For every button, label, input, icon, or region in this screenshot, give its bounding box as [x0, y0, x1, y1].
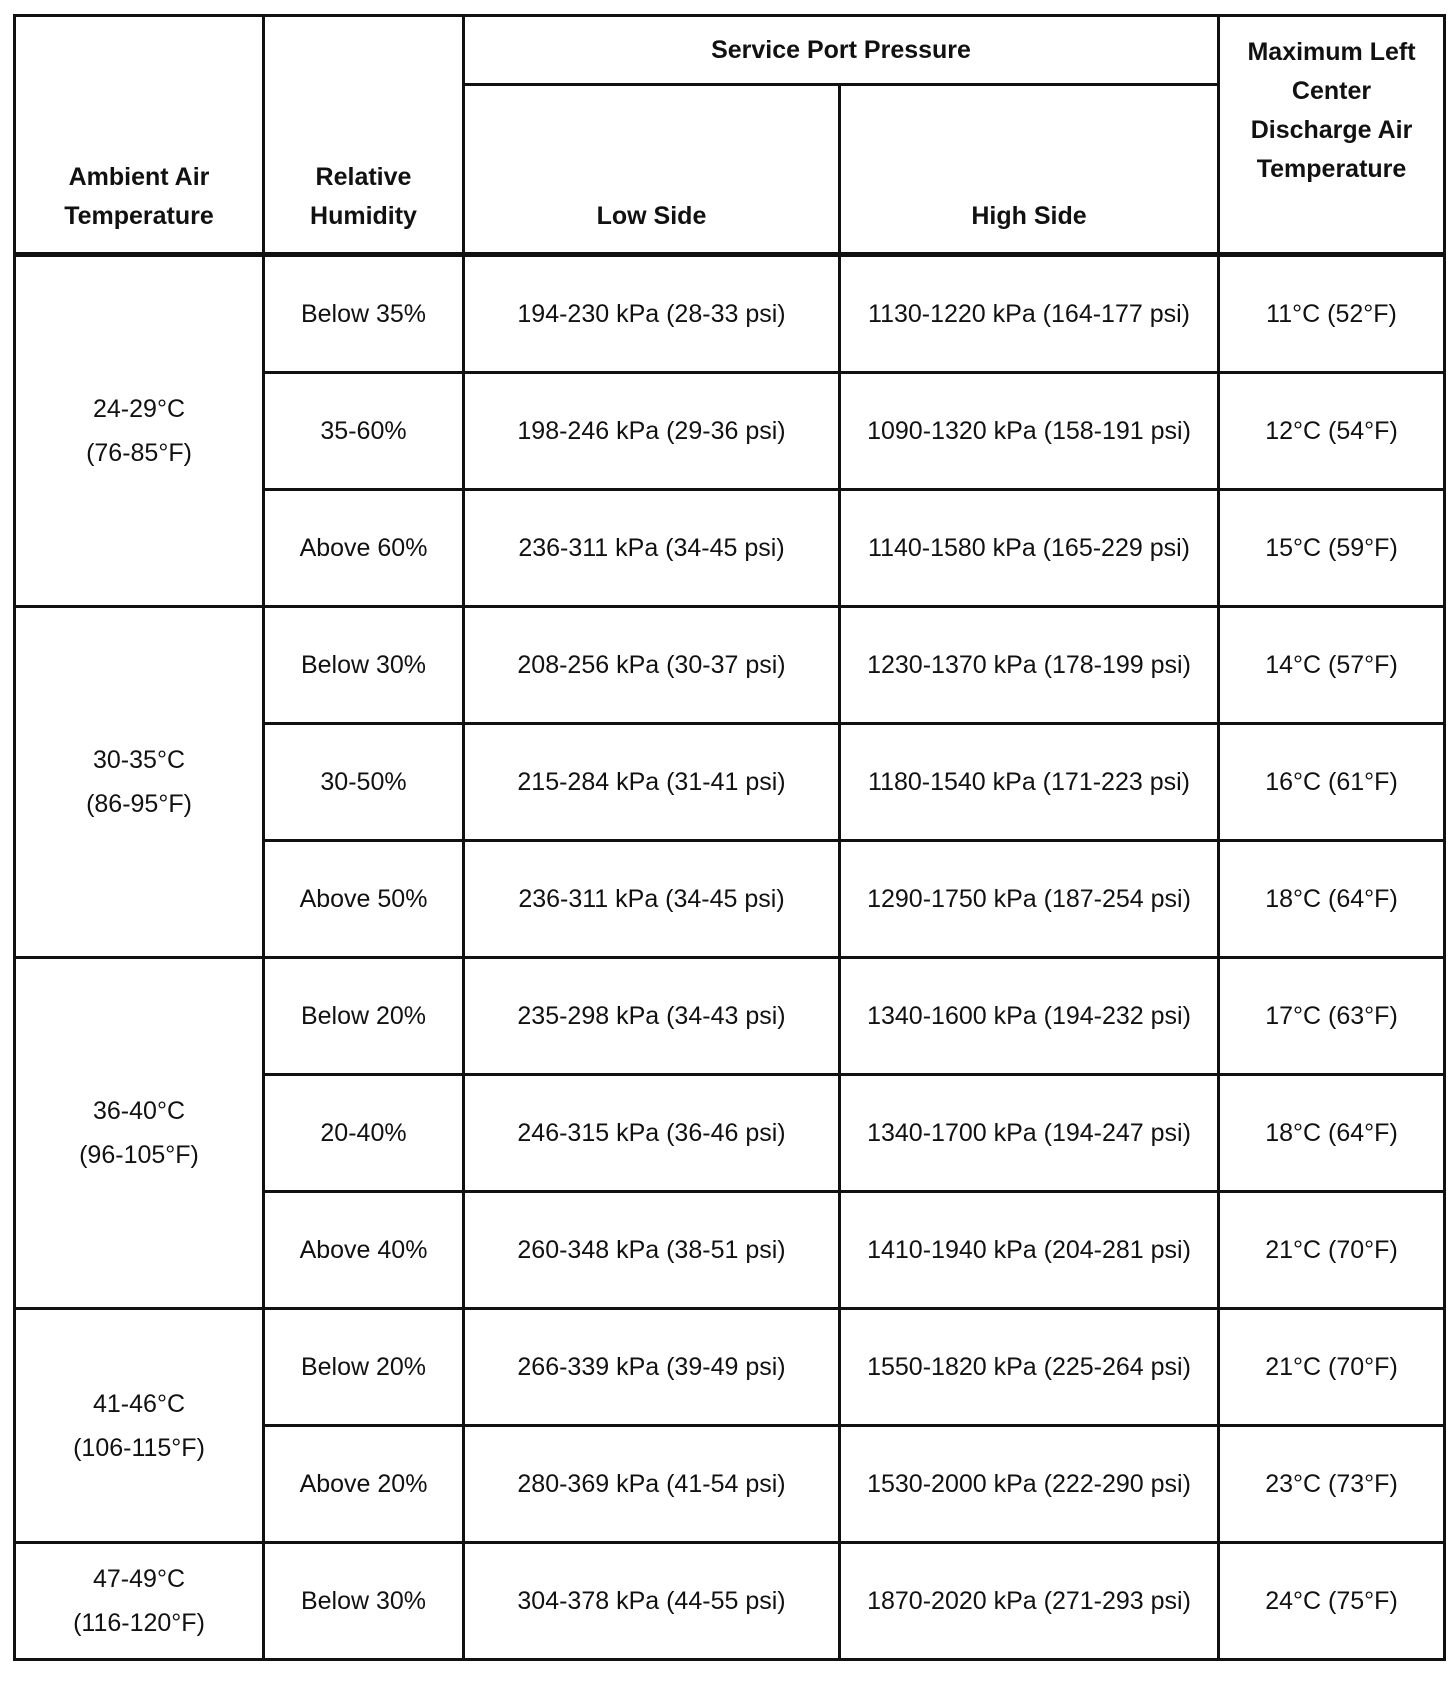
humidity-cell: Below 30% — [264, 607, 464, 724]
ambient-temp-fahrenheit: (116-120°F) — [73, 1609, 205, 1637]
high-side-cell: 1870-2020 kPa (271-293 psi) — [840, 1543, 1219, 1660]
max-discharge-cell: 21°C (70°F) — [1219, 1192, 1445, 1309]
humidity-cell: Below 35% — [264, 255, 464, 373]
low-side-cell: 215-284 kPa (31-41 psi) — [464, 724, 840, 841]
header-service-port-pressure: Service Port Pressure — [464, 16, 1219, 85]
low-side-cell: 198-246 kPa (29-36 psi) — [464, 373, 840, 490]
low-side-cell: 304-378 kPa (44-55 psi) — [464, 1543, 840, 1660]
max-discharge-cell: 14°C (57°F) — [1219, 607, 1445, 724]
high-side-cell: 1550-1820 kPa (225-264 psi) — [840, 1309, 1219, 1426]
low-side-cell: 266-339 kPa (39-49 psi) — [464, 1309, 840, 1426]
high-side-cell: 1530-2000 kPa (222-290 psi) — [840, 1426, 1219, 1543]
header-relative-humidity: Relative Humidity — [264, 16, 464, 255]
humidity-cell: 30-50% — [264, 724, 464, 841]
table-row — [15, 607, 1445, 724]
table-row — [15, 1543, 1445, 1660]
ambient-temp-celsius: 30-35°C — [93, 746, 185, 774]
high-side-cell: 1340-1600 kPa (194-232 psi) — [840, 958, 1219, 1075]
high-side-cell: 1140-1580 kPa (165-229 psi) — [840, 490, 1219, 607]
humidity-cell: Below 20% — [264, 958, 464, 1075]
ambient-temp-cell — [15, 607, 264, 958]
humidity-cell: Above 40% — [264, 1192, 464, 1309]
pressure-temperature-table — [13, 14, 1446, 1661]
humidity-cell: Below 20% — [264, 1309, 464, 1426]
ambient-temp-cell — [15, 255, 264, 607]
low-side-cell: 236-311 kPa (34-45 psi) — [464, 490, 840, 607]
header-high-side: High Side — [840, 85, 1219, 255]
low-side-cell: 246-315 kPa (36-46 psi) — [464, 1075, 840, 1192]
humidity-cell: Below 30% — [264, 1543, 464, 1660]
max-discharge-cell: 23°C (73°F) — [1219, 1426, 1445, 1543]
header-low-side: Low Side — [464, 85, 840, 255]
high-side-cell: 1230-1370 kPa (178-199 psi) — [840, 607, 1219, 724]
humidity-cell: 20-40% — [264, 1075, 464, 1192]
max-discharge-cell: 18°C (64°F) — [1219, 841, 1445, 958]
low-side-cell: 208-256 kPa (30-37 psi) — [464, 607, 840, 724]
high-side-cell: 1090-1320 kPa (158-191 psi) — [840, 373, 1219, 490]
table-row — [15, 958, 1445, 1075]
ambient-temp-celsius: 41-46°C — [93, 1389, 185, 1418]
ambient-temp-cell — [15, 1309, 264, 1543]
low-side-cell: 194-230 kPa (28-33 psi) — [464, 255, 840, 373]
header-max-discharge-air-temperature: Maximum Left Center Discharge Air Temperature — [1219, 16, 1445, 255]
max-discharge-cell: 11°C (52°F) — [1219, 255, 1445, 373]
max-discharge-cell: 15°C (59°F) — [1219, 490, 1445, 607]
high-side-cell: 1290-1750 kPa (187-254 psi) — [840, 841, 1219, 958]
humidity-cell: Above 60% — [264, 490, 464, 607]
max-discharge-cell: 21°C (70°F) — [1219, 1309, 1445, 1426]
ambient-temp-fahrenheit: (76-85°F) — [86, 439, 192, 467]
ambient-temp-fahrenheit: (106-115°F) — [73, 1433, 205, 1462]
ambient-temp-celsius: 36-40°C — [93, 1097, 185, 1125]
max-discharge-cell: 12°C (54°F) — [1219, 373, 1445, 490]
low-side-cell: 236-311 kPa (34-45 psi) — [464, 841, 840, 958]
table-row — [15, 1309, 1445, 1426]
max-discharge-cell: 18°C (64°F) — [1219, 1075, 1445, 1192]
header-ambient-air-temperature: Ambient Air Temperature — [15, 16, 264, 255]
ambient-temp-fahrenheit: (86-95°F) — [86, 790, 192, 818]
ambient-temp-fahrenheit: (96-105°F) — [79, 1141, 199, 1169]
high-side-cell: 1410-1940 kPa (204-281 psi) — [840, 1192, 1219, 1309]
max-discharge-cell: 24°C (75°F) — [1219, 1543, 1445, 1660]
high-side-cell: 1340-1700 kPa (194-247 psi) — [840, 1075, 1219, 1192]
humidity-cell: Above 50% — [264, 841, 464, 958]
high-side-cell: 1130-1220 kPa (164-177 psi) — [840, 255, 1219, 373]
ambient-temp-cell — [15, 1543, 264, 1660]
humidity-cell: 35-60% — [264, 373, 464, 490]
low-side-cell: 260-348 kPa (38-51 psi) — [464, 1192, 840, 1309]
ambient-temp-cell — [15, 958, 264, 1309]
ambient-temp-celsius: 24-29°C — [93, 395, 185, 423]
low-side-cell: 280-369 kPa (41-54 psi) — [464, 1426, 840, 1543]
high-side-cell: 1180-1540 kPa (171-223 psi) — [840, 724, 1219, 841]
max-discharge-cell: 17°C (63°F) — [1219, 958, 1445, 1075]
low-side-cell: 235-298 kPa (34-43 psi) — [464, 958, 840, 1075]
ambient-temp-celsius: 47-49°C — [93, 1565, 185, 1593]
humidity-cell: Above 20% — [264, 1426, 464, 1543]
max-discharge-cell: 16°C (61°F) — [1219, 724, 1445, 841]
table-row — [15, 255, 1445, 373]
